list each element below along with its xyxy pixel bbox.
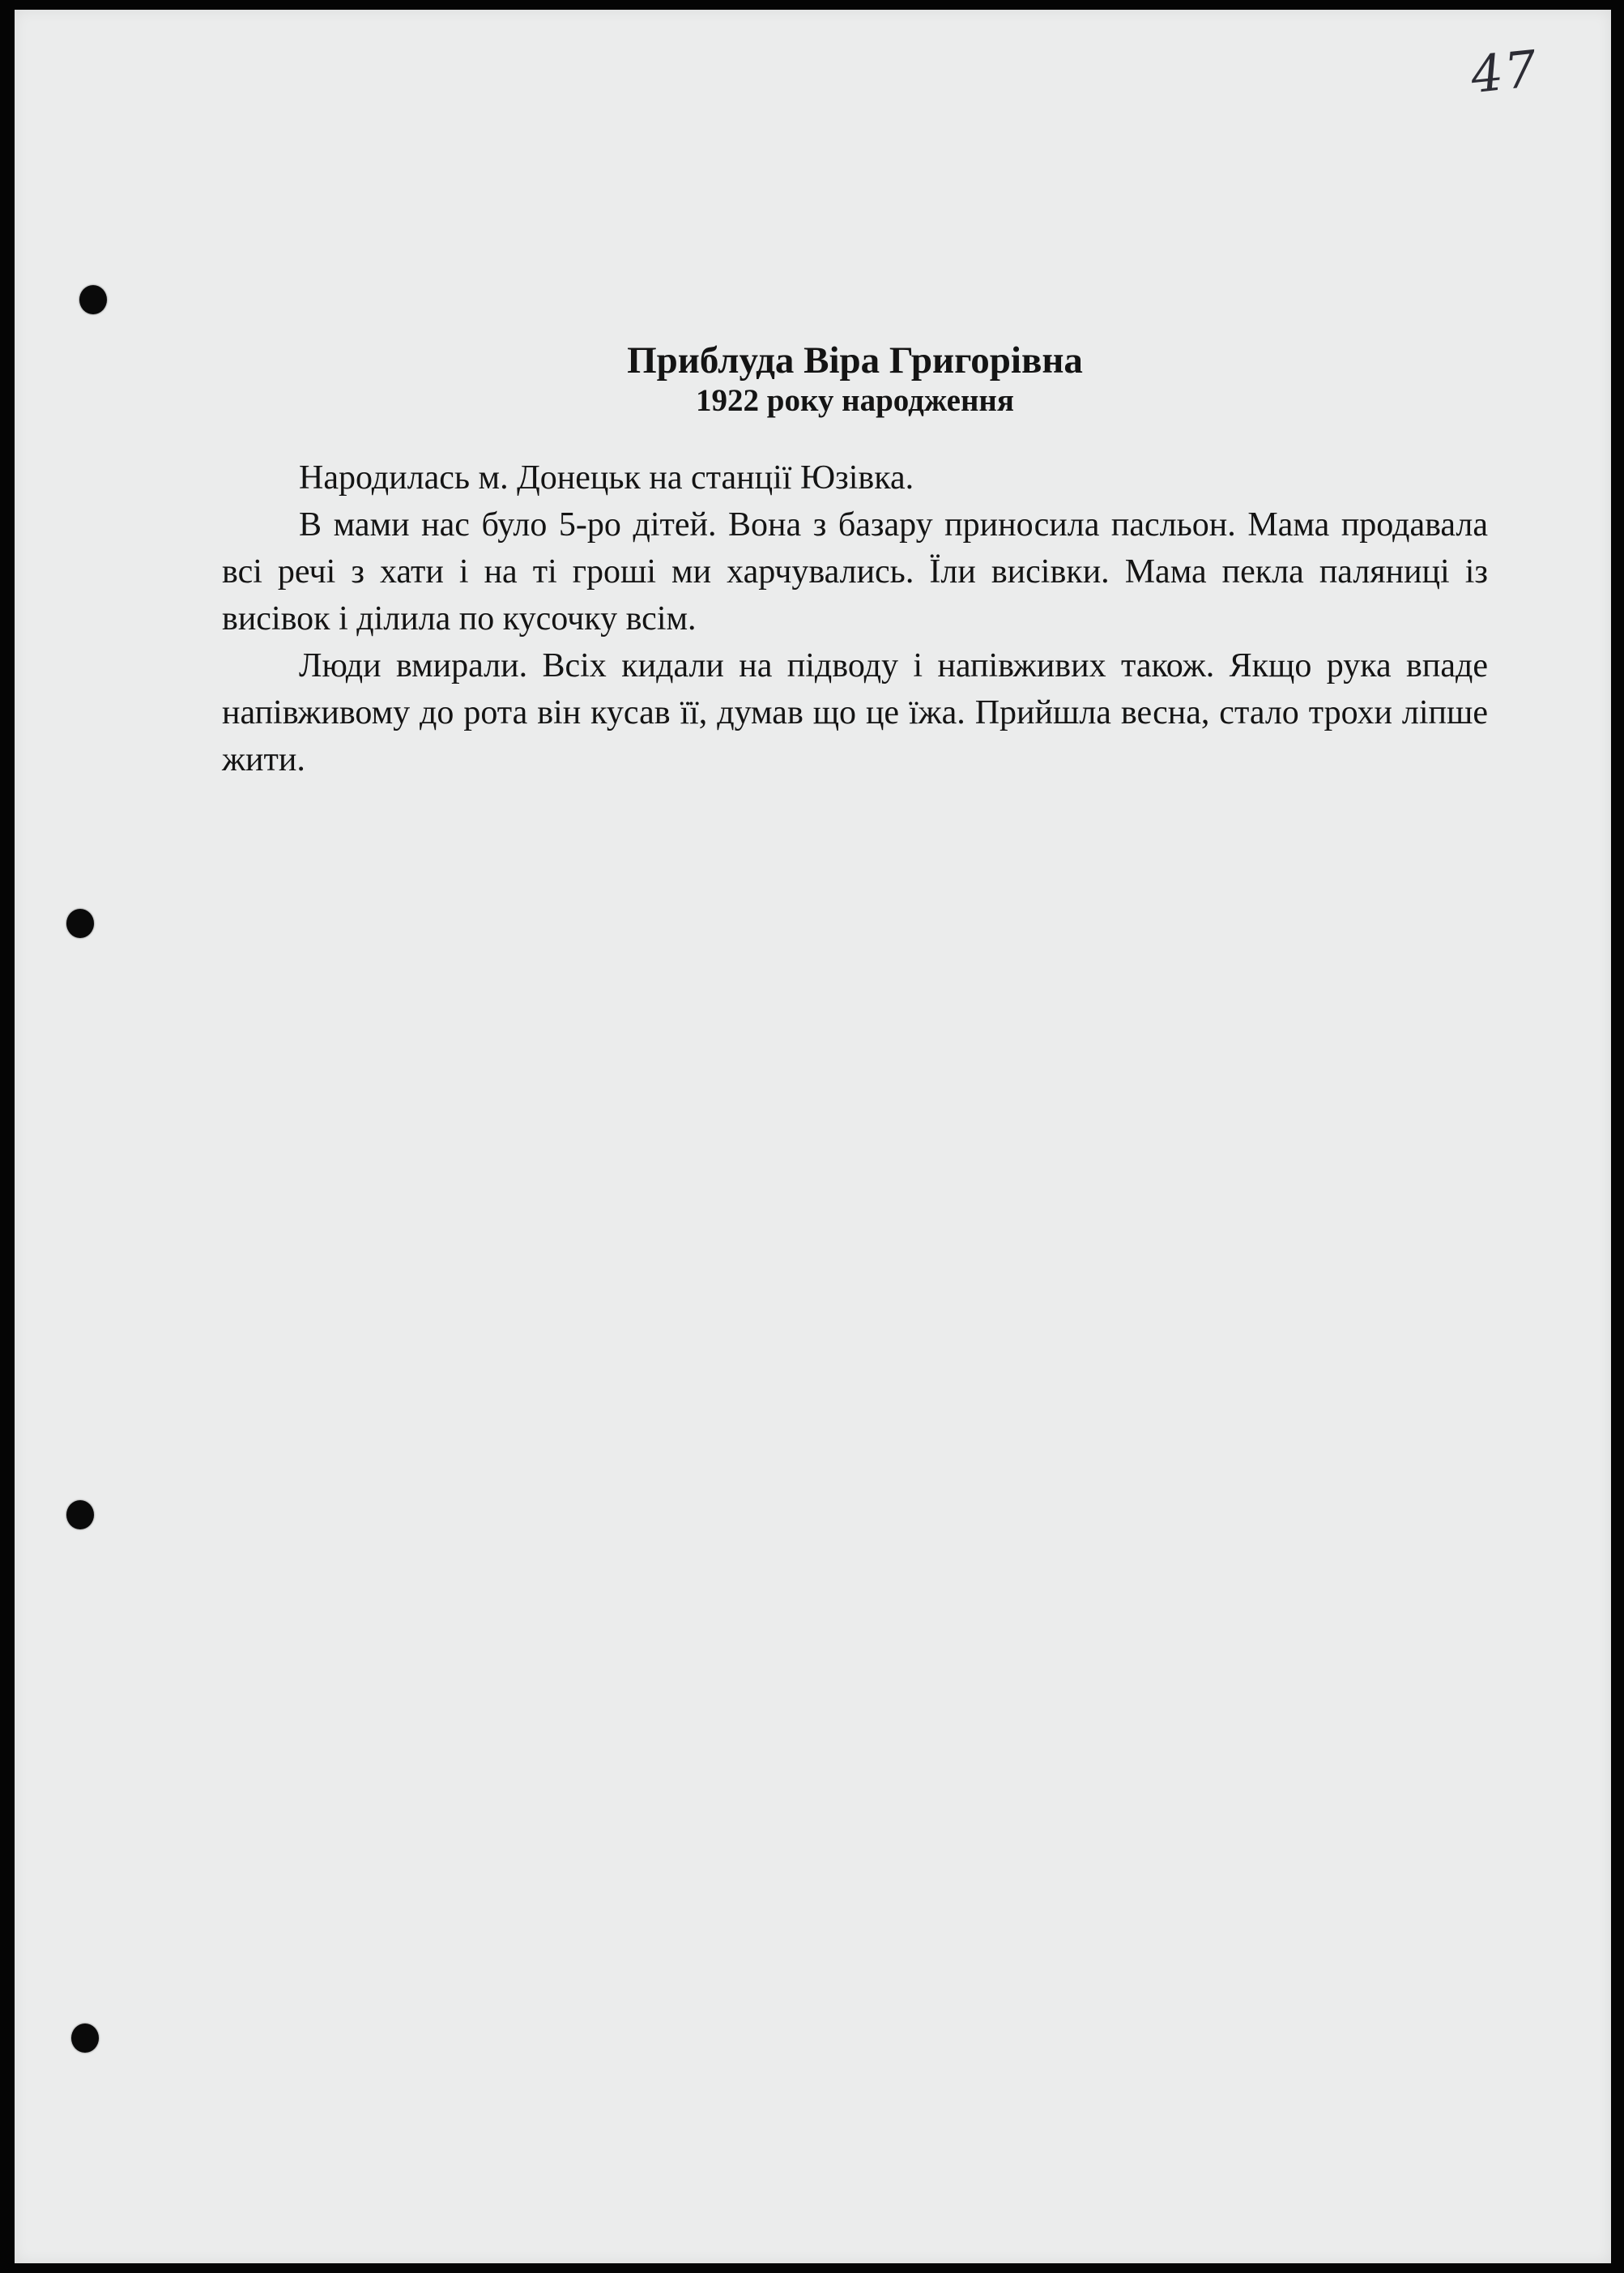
document-subtitle: 1922 року народження: [696, 383, 1014, 419]
document-title: Приблуда Віра Григорівна: [627, 339, 1083, 382]
document-body: [222, 339, 1488, 783]
handwritten-page-number: 47: [1468, 38, 1541, 105]
punch-hole: [66, 909, 94, 938]
paragraph: Народилась м. Донецьк на станції Юзівка.: [299, 458, 914, 497]
paragraph: Люди вмирали. Всіх кидали на підводу і напівживих також. Якщо рука впаде напівживому до рота він кусав її, думав що це їжа. Прийшла весна, стало трохи ліпше жити.: [222, 646, 1488, 778]
paragraph: В мами нас було 5-ро дітей. Вона з базару приносила пасльон. Мама продавала всі речі з хати і на ті гроші ми харчувались. Їли висівки. Мама пекла паляниці із висівок і ділила по кусочку всім.: [222, 505, 1488, 638]
punch-hole: [79, 285, 107, 314]
punch-hole: [71, 2024, 99, 2053]
punch-hole: [66, 1500, 94, 1529]
